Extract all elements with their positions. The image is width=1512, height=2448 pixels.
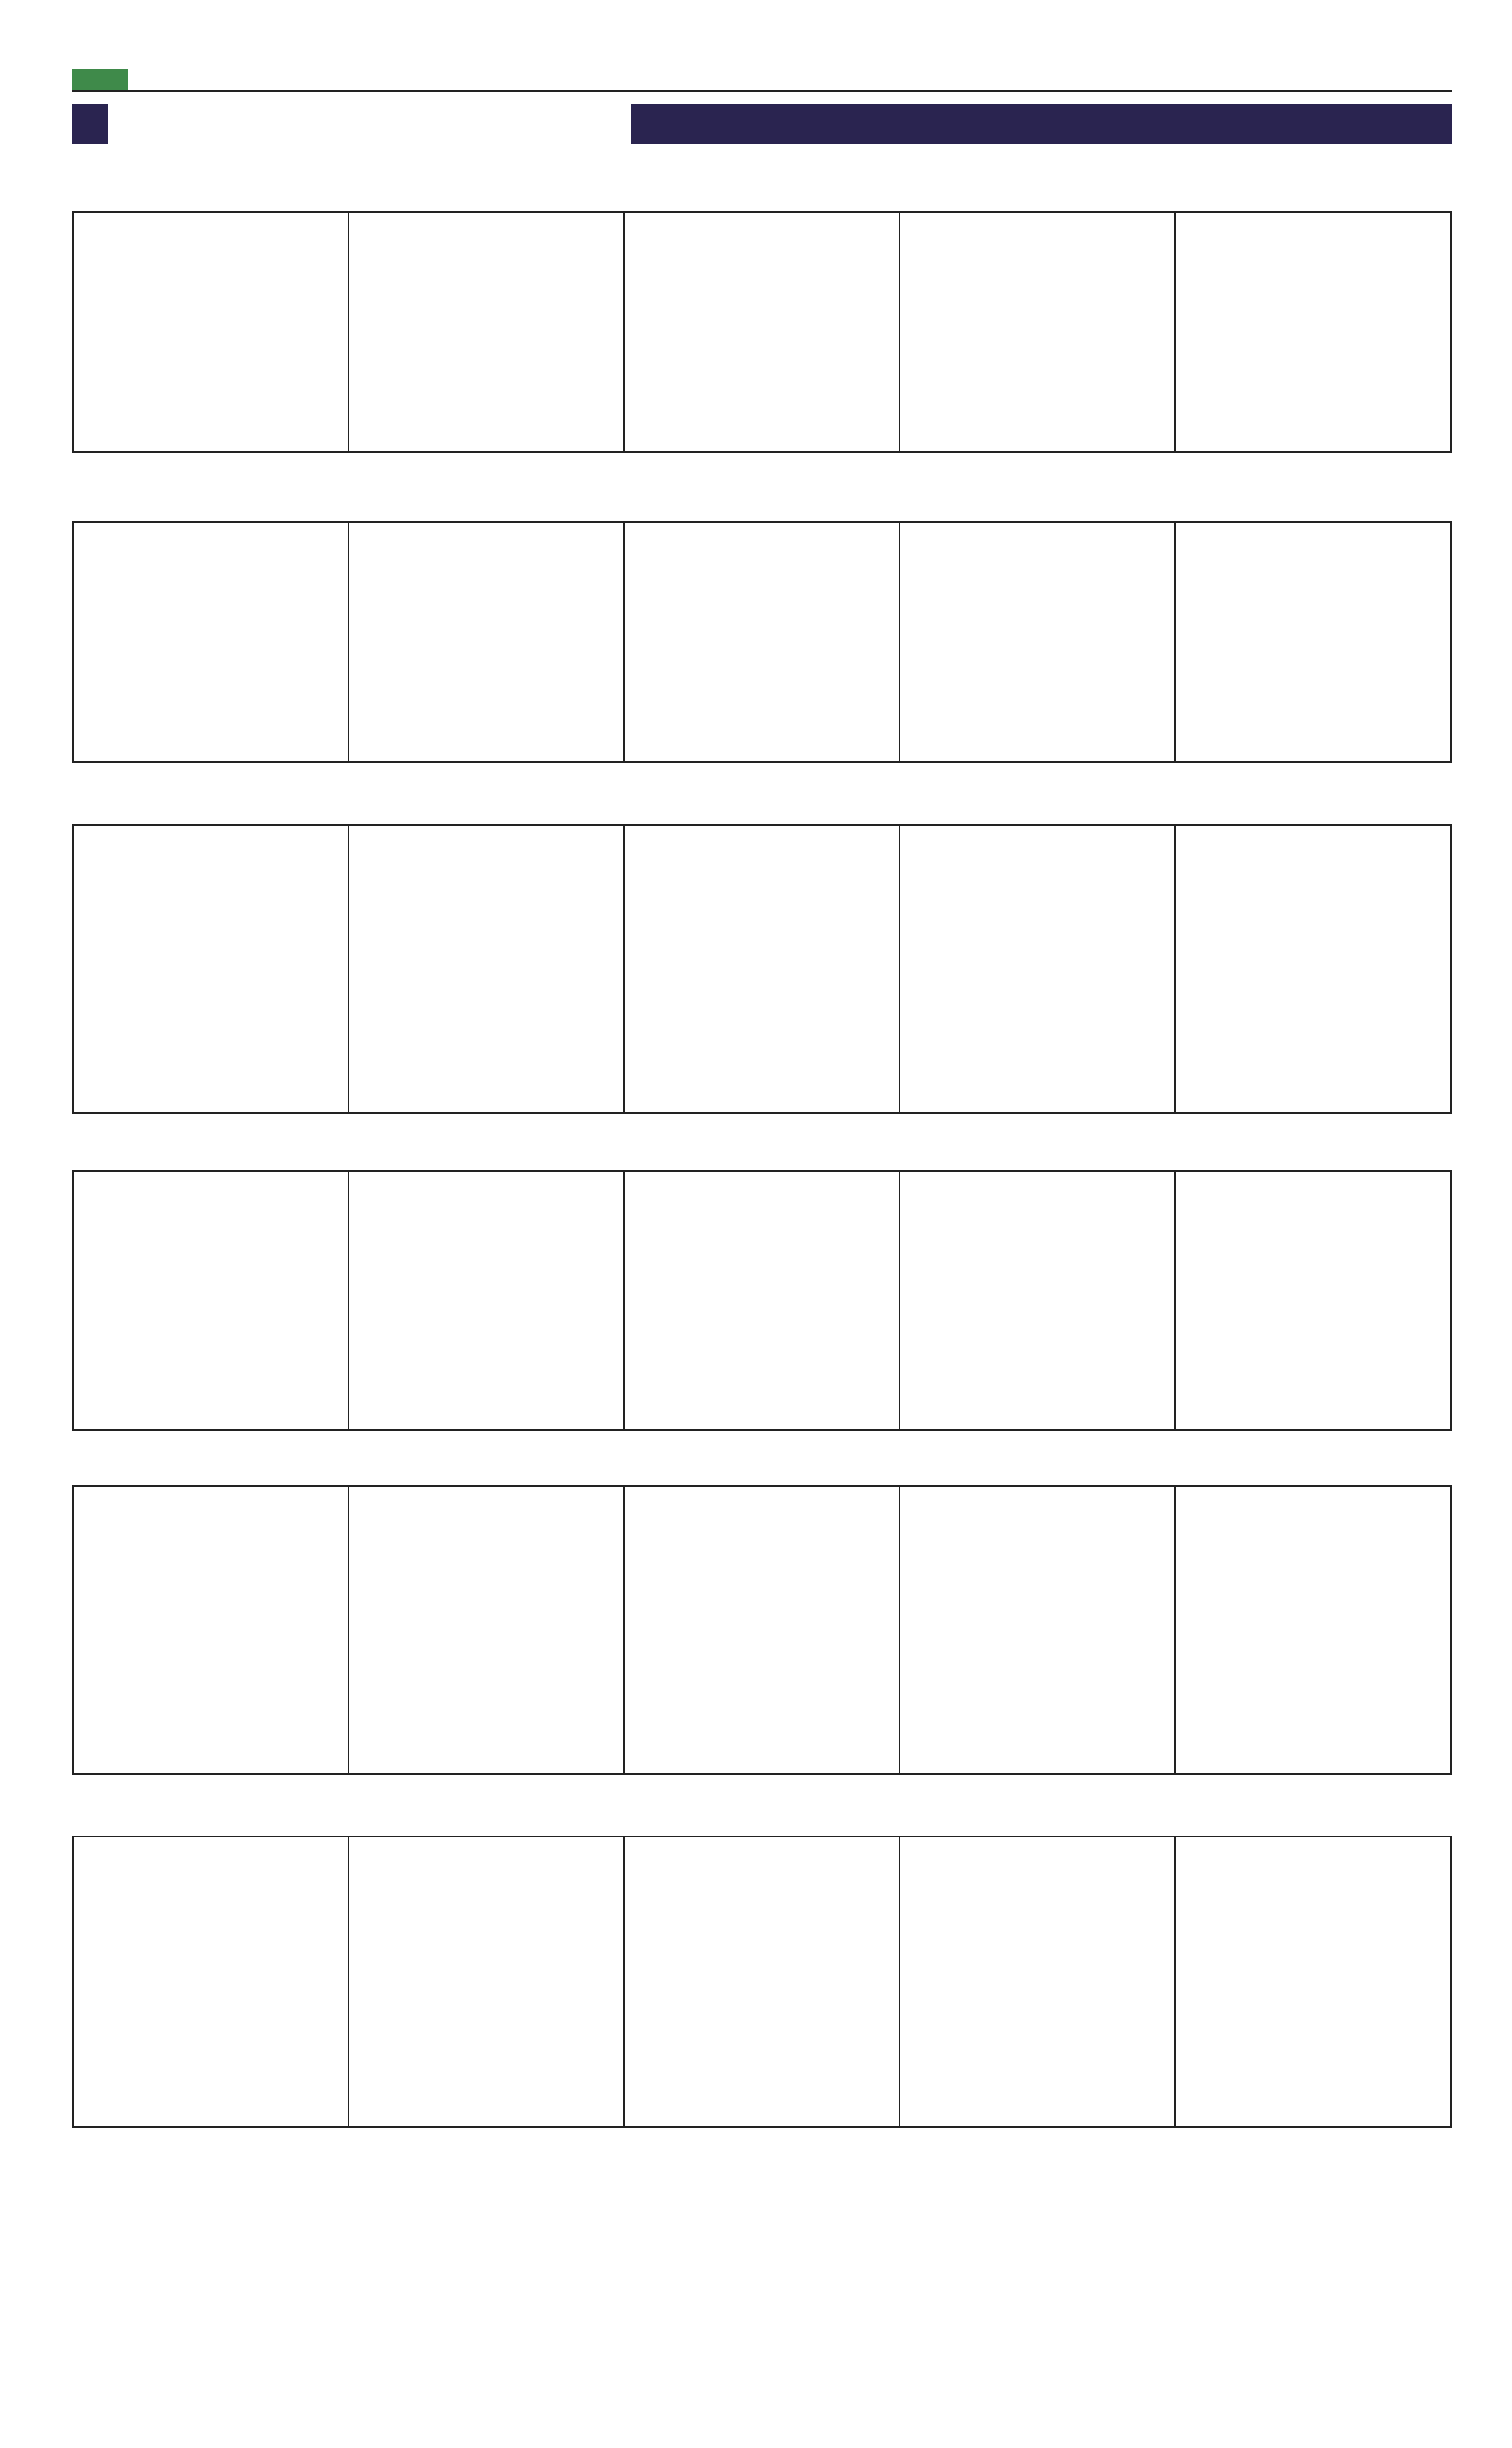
menu-day-cell [624,825,900,1113]
menu-day-cell [73,522,348,762]
menu-line [83,831,341,855]
menu-day-cell [73,1836,348,2127]
menu-line [909,1178,1167,1202]
menu-table-ccsd2-schools [72,211,1452,453]
menu-day-cell [348,1171,624,1430]
menu-day-cell [73,1171,348,1430]
menu-line [358,831,616,855]
menu-day-cell [348,1486,624,1774]
menu-table-rawlins-middle [72,1485,1452,1775]
menu-day-cell [900,825,1175,1113]
menu-day-cell [348,212,624,452]
menu-day-cell [348,825,624,1113]
menu-day-cell [1175,522,1451,762]
menu-line [634,529,892,553]
menu-line [909,1493,1167,1517]
menu-day-cell [348,1836,624,2127]
menu-day-cell [624,212,900,452]
menu-line [83,1493,341,1517]
menu-day-cell [73,825,348,1113]
menu-day-cell [1175,1486,1451,1774]
menu-line [634,219,892,243]
menu-day-cell [1175,825,1451,1113]
decorative-bar [631,104,1452,144]
menu-day-cell [900,1171,1175,1430]
menu-day-cell [348,522,624,762]
menu-line [909,529,1167,553]
menu-day-cell [900,212,1175,452]
menu-table-rawlins-elementary [72,1170,1452,1431]
menu-day-cell [900,1486,1175,1774]
menu-line [83,529,341,553]
menu-table-senior-center [72,2177,1452,2384]
menu-day-cell [624,522,900,762]
menu-day-cell [1175,1171,1451,1430]
menu-day-cell [73,1486,348,1774]
menu-day-cell [900,1836,1175,2127]
decorative-block [72,104,108,144]
menu-day-cell [900,522,1175,762]
menu-day-cell [624,1171,900,1430]
menu-line [634,1178,892,1202]
menu-line [1185,1178,1443,1202]
page-number [72,69,128,90]
menu-line [909,831,1167,855]
menu-table-lsrv [72,824,1452,1114]
menu-line [634,1493,892,1517]
menu-day-cell [624,1486,900,1774]
menu-table-rawlins-victory-high [72,1836,1452,2128]
menu-line [1185,1493,1443,1517]
page-header-bar [72,67,1452,92]
menu-day-cell [1175,212,1451,452]
menu-line [83,1843,341,1867]
menu-line [358,529,616,553]
menu-day-cell [624,1836,900,2127]
menu-table-ccsd2-preschool [72,521,1452,763]
menu-day-cell [1175,1836,1451,2127]
menu-day-cell [73,212,348,452]
